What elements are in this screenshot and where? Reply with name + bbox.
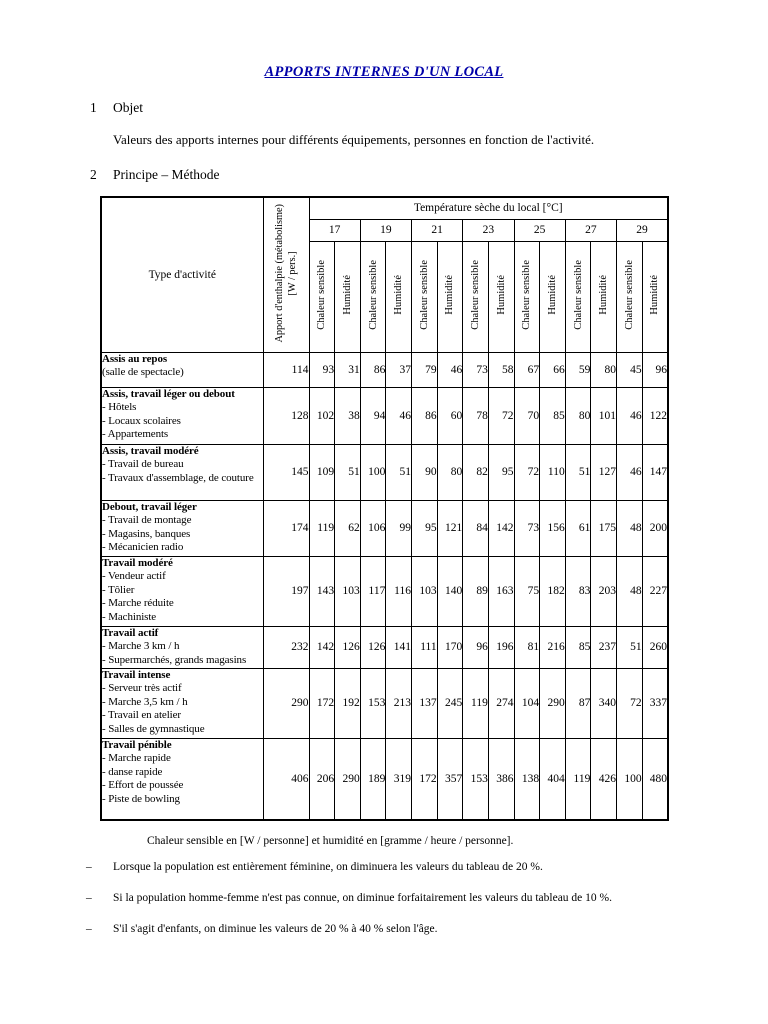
data-value: 60 xyxy=(437,387,463,444)
note-text: S'il s'agit d'enfants, on diminue les valeurs de 20 % à 40 % selon l'âge. xyxy=(113,923,438,935)
data-value: 245 xyxy=(437,668,463,738)
subcolumn-label: Chaleur sensible xyxy=(367,260,379,330)
humidite-label-cell xyxy=(335,241,361,352)
enthalpy-value: 145 xyxy=(263,444,309,500)
enthalpy-header-label xyxy=(273,204,299,343)
data-value: 200 xyxy=(642,500,668,556)
humidite-label-cell xyxy=(488,241,514,352)
subcolumn-label: Chaleur sensible xyxy=(418,260,430,330)
data-value: 121 xyxy=(437,500,463,556)
objet-paragraph: Valeurs des apports internes pour différents équipements, personnes en fonction de l'activité. xyxy=(113,132,595,147)
data-value: 213 xyxy=(386,668,412,738)
data-value: 90 xyxy=(412,444,438,500)
enthalpy-value: 290 xyxy=(263,668,309,738)
humidite-label-cell xyxy=(437,241,463,352)
subcolumn-label: Humidité xyxy=(598,275,610,315)
activity-line: - Travail en atelier xyxy=(102,709,181,721)
data-value: 72 xyxy=(617,668,643,738)
data-value: 260 xyxy=(642,626,668,668)
data-value: 126 xyxy=(335,626,361,668)
data-value: 153 xyxy=(360,668,386,738)
activity-line: - Supermarchés, grands magasins xyxy=(102,653,247,666)
data-value: 106 xyxy=(360,500,386,556)
activity-line: - Marche rapide xyxy=(102,752,171,764)
data-value: 119 xyxy=(309,500,335,556)
subcolumn-label: Chaleur sensible xyxy=(316,260,328,330)
activity-line: - Mécanicien radio xyxy=(102,541,184,553)
data-value: 357 xyxy=(437,738,463,820)
data-value: 119 xyxy=(463,668,489,738)
activity-line: - Vendeur actif xyxy=(102,570,166,582)
subcolumn-label: Humidité xyxy=(495,275,507,315)
data-value: 216 xyxy=(540,626,566,668)
data-value: 163 xyxy=(488,556,514,626)
apports-internes-table xyxy=(100,196,669,821)
table-row xyxy=(101,668,668,738)
data-value: 70 xyxy=(514,387,540,444)
activity-title: Assis, travail léger ou debout xyxy=(102,387,235,400)
enthalpy-value: 174 xyxy=(263,500,309,556)
activity-line: - danse rapide xyxy=(102,765,163,778)
data-value: 290 xyxy=(335,738,361,820)
data-value: 103 xyxy=(412,556,438,626)
data-value: 31 xyxy=(335,352,361,387)
subcolumn-label: Chaleur sensible xyxy=(470,260,482,330)
note-text: Lorsque la population est entièrement féminine, on diminuera les valeurs du tableau de 20 %. xyxy=(113,861,543,873)
data-value: 203 xyxy=(591,556,617,626)
activity-line: - Marche réduite xyxy=(102,597,174,609)
enthalpy-value: 232 xyxy=(263,626,309,668)
data-value: 51 xyxy=(335,444,361,500)
section-1-heading xyxy=(0,99,768,116)
table-row xyxy=(101,352,668,387)
table-header xyxy=(101,197,668,352)
data-value: 80 xyxy=(565,387,591,444)
data-value: 61 xyxy=(565,500,591,556)
enthalpy-value: 114 xyxy=(263,352,309,387)
data-value: 87 xyxy=(565,668,591,738)
data-value: 58 xyxy=(488,352,514,387)
subcolumn-label: Humidité xyxy=(546,275,558,315)
activity-line: - Piste de bowling xyxy=(102,792,180,805)
data-value: 142 xyxy=(488,500,514,556)
data-value: 75 xyxy=(514,556,540,626)
data-value: 46 xyxy=(617,444,643,500)
data-value: 83 xyxy=(565,556,591,626)
note-dash: – xyxy=(86,923,92,935)
data-value: 138 xyxy=(514,738,540,820)
data-value: 189 xyxy=(360,738,386,820)
data-value: 86 xyxy=(412,387,438,444)
enthalpy-header-line1: Apport d'enthalpie (métabolisme) xyxy=(274,203,285,343)
section-1-title: Objet xyxy=(113,100,143,115)
table-row xyxy=(101,556,668,626)
data-value: 37 xyxy=(386,352,412,387)
activity-line: - Salles de gymnastique xyxy=(102,722,205,735)
data-value: 153 xyxy=(463,738,489,820)
data-value: 96 xyxy=(642,352,668,387)
enthalpy-header-line2: [W / pers.] xyxy=(287,251,298,296)
data-value: 127 xyxy=(591,444,617,500)
chaleur-sensible-label-cell xyxy=(463,241,489,352)
note-dash: – xyxy=(86,892,92,904)
data-value: 290 xyxy=(540,668,566,738)
data-value: 196 xyxy=(488,626,514,668)
data-value: 143 xyxy=(309,556,335,626)
data-value: 111 xyxy=(412,626,438,668)
note-item xyxy=(0,860,768,875)
data-value: 89 xyxy=(463,556,489,626)
activity-cell xyxy=(101,352,263,387)
table-header-row-1 xyxy=(101,197,668,219)
activity-cell xyxy=(101,738,263,820)
data-value: 72 xyxy=(488,387,514,444)
data-value: 122 xyxy=(642,387,668,444)
notes-list xyxy=(0,860,768,937)
note-item xyxy=(0,922,768,937)
chaleur-sensible-label-cell xyxy=(565,241,591,352)
data-value: 147 xyxy=(642,444,668,500)
chaleur-sensible-label-cell xyxy=(360,241,386,352)
data-value: 110 xyxy=(540,444,566,500)
activity-cell xyxy=(101,444,263,500)
activity-line: - Travail de montage xyxy=(102,514,192,526)
enthalpy-value: 128 xyxy=(263,387,309,444)
data-value: 72 xyxy=(514,444,540,500)
temperature-header-cell: Température sèche du local [°C] xyxy=(309,197,668,219)
data-value: 51 xyxy=(565,444,591,500)
data-value: 59 xyxy=(565,352,591,387)
chaleur-sensible-label-cell xyxy=(617,241,643,352)
data-value: 140 xyxy=(437,556,463,626)
data-value: 237 xyxy=(591,626,617,668)
data-value: 119 xyxy=(565,738,591,820)
subcolumn-label: Chaleur sensible xyxy=(572,260,584,330)
enthalpy-header-cell xyxy=(263,197,309,352)
section-2-title: Principe – Méthode xyxy=(113,167,220,182)
data-value: 51 xyxy=(617,626,643,668)
data-value: 46 xyxy=(437,352,463,387)
activity-line: - Tôlier xyxy=(102,583,135,596)
data-value: 84 xyxy=(463,500,489,556)
data-value: 104 xyxy=(514,668,540,738)
data-value: 86 xyxy=(360,352,386,387)
table-row xyxy=(101,738,668,820)
data-value: 79 xyxy=(412,352,438,387)
data-value: 96 xyxy=(463,626,489,668)
data-value: 93 xyxy=(309,352,335,387)
data-value: 109 xyxy=(309,444,335,500)
table-row xyxy=(101,387,668,444)
activity-title: Assis, travail modéré xyxy=(102,444,199,457)
data-value: 101 xyxy=(591,387,617,444)
data-value: 137 xyxy=(412,668,438,738)
note-item xyxy=(0,891,768,906)
data-value: 386 xyxy=(488,738,514,820)
activity-line: - Travaux d'assemblage, de couture xyxy=(102,471,254,484)
subcolumn-label: Chaleur sensible xyxy=(623,260,635,330)
temperature-value: 25 xyxy=(514,219,565,241)
data-value: 206 xyxy=(309,738,335,820)
activity-title: Debout, travail léger xyxy=(102,500,197,513)
section-2-heading xyxy=(0,166,768,183)
data-value: 156 xyxy=(540,500,566,556)
table-row xyxy=(101,444,668,500)
table-caption: Chaleur sensible en [W / personne] et humidité en [gramme / heure / personne]. xyxy=(147,835,514,847)
activity-cell xyxy=(101,387,263,444)
data-value: 73 xyxy=(463,352,489,387)
data-value: 175 xyxy=(591,500,617,556)
chaleur-sensible-label-cell xyxy=(514,241,540,352)
data-value: 46 xyxy=(617,387,643,444)
data-value: 78 xyxy=(463,387,489,444)
temperature-value: 27 xyxy=(565,219,616,241)
data-value: 99 xyxy=(386,500,412,556)
data-value: 103 xyxy=(335,556,361,626)
data-value: 172 xyxy=(412,738,438,820)
subcolumn-label: Humidité xyxy=(393,275,405,315)
data-value: 62 xyxy=(335,500,361,556)
data-value: 141 xyxy=(386,626,412,668)
data-value: 82 xyxy=(463,444,489,500)
note-dash: – xyxy=(86,861,92,873)
activity-title: Travail modéré xyxy=(102,556,173,569)
section-2-number: 2 xyxy=(90,167,97,182)
data-value: 66 xyxy=(540,352,566,387)
activity-line: - Magasins, banques xyxy=(102,527,191,540)
activity-line: (salle de spectacle) xyxy=(102,366,184,378)
activity-title: Assis au repos xyxy=(102,352,168,365)
data-value: 426 xyxy=(591,738,617,820)
data-value: 48 xyxy=(617,556,643,626)
temperature-value: 23 xyxy=(463,219,514,241)
data-value: 38 xyxy=(335,387,361,444)
data-value: 45 xyxy=(617,352,643,387)
data-value: 319 xyxy=(386,738,412,820)
subcolumn-label: Humidité xyxy=(649,275,661,315)
data-value: 404 xyxy=(540,738,566,820)
activity-title: Travail intense xyxy=(102,668,171,681)
data-value: 94 xyxy=(360,387,386,444)
data-value: 95 xyxy=(412,500,438,556)
data-value: 81 xyxy=(514,626,540,668)
enthalpy-value: 406 xyxy=(263,738,309,820)
temperature-value: 29 xyxy=(617,219,668,241)
activity-line: - Effort de poussée xyxy=(102,779,184,791)
data-value: 480 xyxy=(642,738,668,820)
document-title: APPORTS INTERNES D'UN LOCAL xyxy=(264,64,504,80)
data-value: 46 xyxy=(386,387,412,444)
activity-title: Travail actif xyxy=(102,626,159,639)
data-value: 182 xyxy=(540,556,566,626)
data-value: 85 xyxy=(565,626,591,668)
data-value: 100 xyxy=(617,738,643,820)
activity-line: - Serveur très actif xyxy=(102,682,182,694)
data-value: 192 xyxy=(335,668,361,738)
chaleur-sensible-label-cell xyxy=(309,241,335,352)
activity-title: Travail pénible xyxy=(102,738,172,751)
section-1-number: 1 xyxy=(90,100,97,115)
table-row xyxy=(101,500,668,556)
activity-cell xyxy=(101,500,263,556)
data-value: 100 xyxy=(360,444,386,500)
activity-line: - Marche 3,5 km / h xyxy=(102,695,188,708)
data-value: 102 xyxy=(309,387,335,444)
humidite-label-cell xyxy=(540,241,566,352)
data-value: 337 xyxy=(642,668,668,738)
activity-line: - Locaux scolaires xyxy=(102,414,181,427)
subcolumn-label: Chaleur sensible xyxy=(521,260,533,330)
data-value: 80 xyxy=(591,352,617,387)
subcolumn-label: Humidité xyxy=(341,275,353,315)
type-activite-header-cell: Type d'activité xyxy=(101,197,263,352)
data-value: 117 xyxy=(360,556,386,626)
humidite-label-cell xyxy=(642,241,668,352)
temperature-value: 21 xyxy=(412,219,463,241)
activity-cell xyxy=(101,556,263,626)
data-value: 80 xyxy=(437,444,463,500)
note-text: Si la population homme-femme n'est pas connue, on diminue forfaitairement les valeurs du tableau de 10 %. xyxy=(113,892,612,904)
data-value: 51 xyxy=(386,444,412,500)
temperature-value: 17 xyxy=(309,219,360,241)
data-value: 48 xyxy=(617,500,643,556)
subcolumn-label: Humidité xyxy=(444,275,456,315)
data-value: 274 xyxy=(488,668,514,738)
activity-line: - Travail de bureau xyxy=(102,458,184,470)
data-value: 95 xyxy=(488,444,514,500)
data-value: 126 xyxy=(360,626,386,668)
data-value: 73 xyxy=(514,500,540,556)
data-value: 67 xyxy=(514,352,540,387)
table-body xyxy=(101,352,668,820)
data-value: 142 xyxy=(309,626,335,668)
activity-line: - Machiniste xyxy=(102,610,157,623)
table-row xyxy=(101,626,668,668)
activity-line: - Appartements xyxy=(102,428,169,440)
activity-line: - Marche 3 km / h xyxy=(102,640,180,652)
activity-cell xyxy=(101,626,263,668)
data-value: 116 xyxy=(386,556,412,626)
data-value: 170 xyxy=(437,626,463,668)
data-value: 172 xyxy=(309,668,335,738)
data-value: 340 xyxy=(591,668,617,738)
humidite-label-cell xyxy=(591,241,617,352)
data-value: 85 xyxy=(540,387,566,444)
humidite-label-cell xyxy=(386,241,412,352)
enthalpy-value: 197 xyxy=(263,556,309,626)
activity-cell xyxy=(101,668,263,738)
data-value: 227 xyxy=(642,556,668,626)
temperature-value: 19 xyxy=(360,219,411,241)
activity-line: - Hôtels xyxy=(102,401,137,413)
chaleur-sensible-label-cell xyxy=(412,241,438,352)
